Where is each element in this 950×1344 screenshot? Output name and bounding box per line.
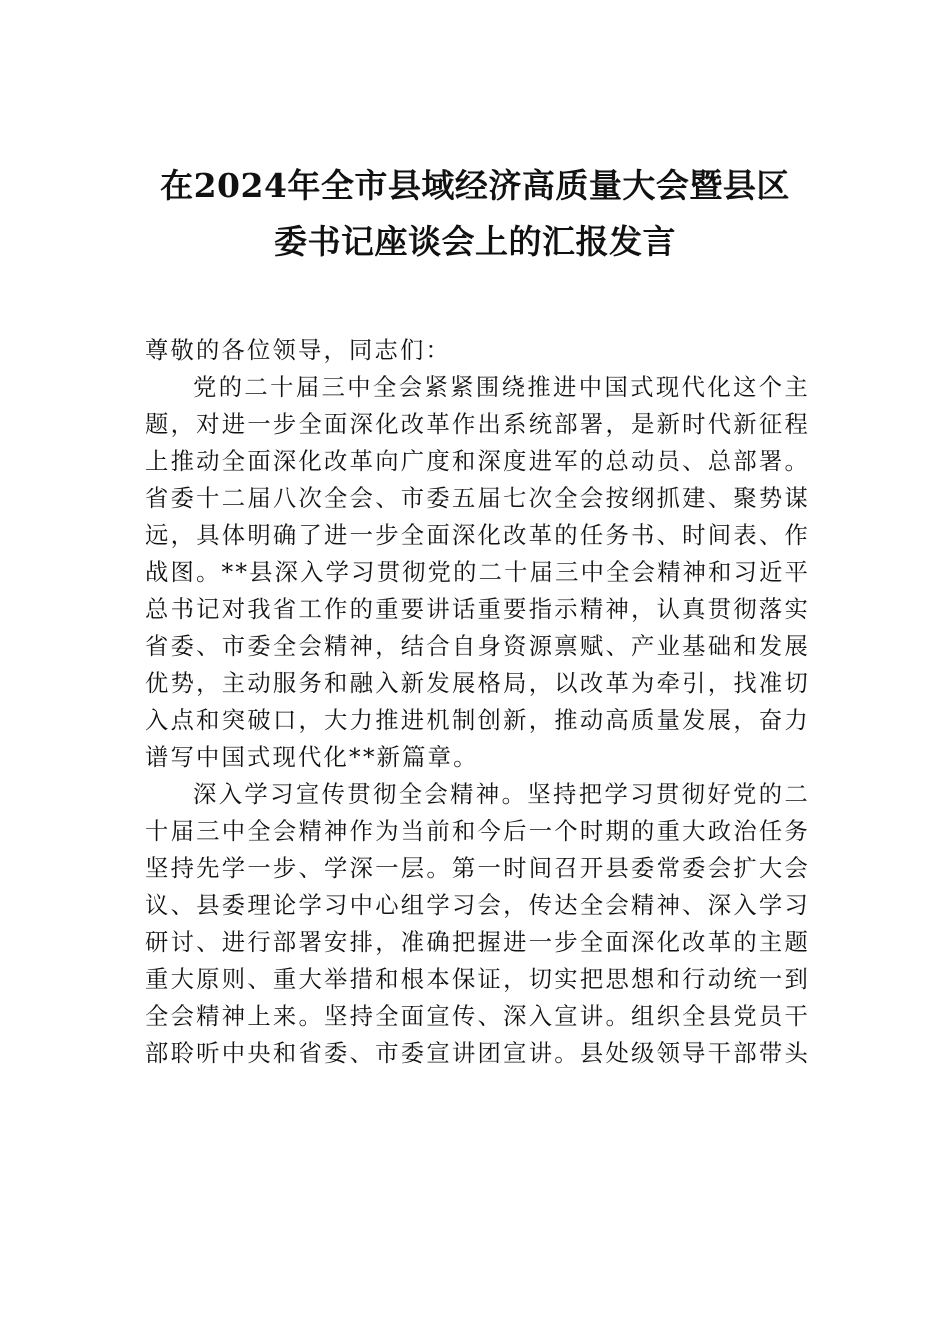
paragraph-line: 部聆听中央和省委、市委宣讲团宣讲。县处级领导干部带头 (145, 1040, 810, 1067)
paragraph-line: 上推动全面深化改革向广度和深度进军的总动员、总部署。 (145, 448, 810, 475)
paragraph-line: 十届三中全会精神作为当前和今后一个时期的重大政治任务 (145, 818, 810, 845)
paragraph-line: 坚持先学一步、学深一层。第一时间召开县委常委会扩大会 (145, 855, 810, 882)
paragraph-line: 战图。**县深入学习贯彻党的二十届三中全会精神和习近平 (145, 559, 810, 586)
paragraph-line: 题，对进一步全面深化改革作出系统部署，是新时代新征程 (145, 411, 810, 438)
paragraph-line: 远，具体明确了进一步全面深化改革的任务书、时间表、作 (145, 522, 810, 549)
paragraph-1 (145, 369, 810, 776)
paragraph-line: 党的二十届三中全会紧紧围绕推进中国式现代化这个主 (193, 374, 810, 401)
salutation: 尊敬的各位领导，同志们： (145, 337, 451, 364)
paragraph-line: 入点和突破口，大力推进机制创新，推动高质量发展，奋力 (145, 707, 810, 734)
paragraph-line: 深入学习宣传贯彻全会精神。坚持把学习贯彻好党的二 (193, 781, 810, 808)
paragraph-line: 省委十二届八次全会、市委五届七次全会按纲抓建、聚势谋 (145, 485, 810, 512)
title-line: 委书记座谈会上的汇报发言 (274, 222, 676, 261)
paragraph-line: 省委、市委全会精神，结合自身资源禀赋、产业基础和发展 (145, 633, 810, 660)
document-title (0, 158, 950, 270)
document-body (145, 332, 810, 1072)
paragraph-line: 总书记对我省工作的重要讲话重要指示精神，认真贯彻落实 (145, 596, 810, 623)
paragraph-line: 研讨、进行部署安排，准确把握进一步全面深化改革的主题 (145, 929, 810, 956)
paragraph-line: 重大原则、重大举措和根本保证，切实把思想和行动统一到 (145, 966, 810, 993)
paragraph-line: 谱写中国式现代化**新篇章。 (145, 744, 479, 771)
paragraph-2 (145, 776, 810, 1072)
title-line: 在2024年全市县域经济高质量大会暨县区 (160, 166, 790, 205)
paragraph-line: 优势，主动服务和融入新发展格局，以改革为牵引，找准切 (145, 670, 810, 697)
paragraph-line: 议、县委理论学习中心组学习会，传达全会精神、深入学习 (145, 892, 810, 919)
paragraph-line: 全会精神上来。坚持全面宣传、深入宣讲。组织全县党员干 (145, 1003, 810, 1030)
